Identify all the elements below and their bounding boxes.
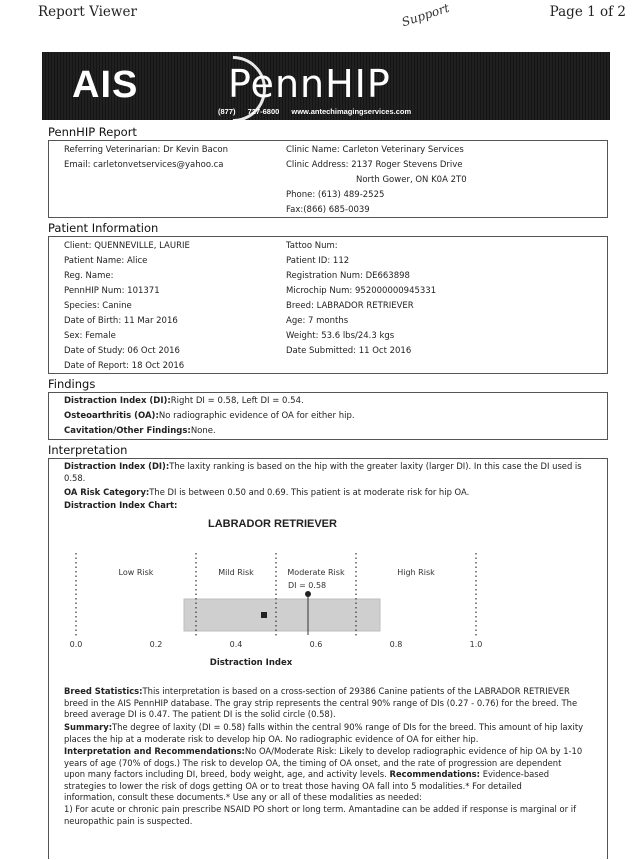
x-tick-5: 1.0 — [469, 640, 483, 649]
brand-pennhip: PennHIP — [228, 62, 391, 106]
brand-ais: AIS — [72, 64, 139, 106]
patient-date-study: Date of Study: 06 Oct 2016 — [64, 346, 180, 356]
patient-di-marker — [305, 591, 311, 597]
ais-pennhip-banner — [42, 52, 610, 120]
breed-average-marker — [261, 612, 267, 618]
page-indicator: Page 1 of 2 — [549, 4, 626, 20]
clinic-fax: Fax:(866) 685-0039 — [286, 205, 370, 215]
patient-name: Patient Name: Alice — [64, 256, 148, 266]
interp-chart-label: Distraction Index Chart: — [64, 500, 178, 510]
x-tick-2: 0.4 — [229, 640, 243, 649]
clinic-address-line2: North Gower, ON K0A 2T0 — [356, 175, 467, 185]
email: Email: carletonvetservices@yahoo.ca — [64, 160, 224, 170]
viewer-title: Report Viewer — [38, 4, 137, 20]
zone-label-low-risk: Low Risk — [118, 568, 154, 577]
distraction-index-chart — [56, 545, 516, 675]
patient-client: Client: QUENNEVILLE, LAURIE — [64, 241, 190, 251]
finding-oa: Osteoarthritis (OA):No radiographic evidence of OA for either hip. — [64, 411, 355, 421]
patient-species: Species: Canine — [64, 301, 132, 311]
patient-id: Patient ID: 112 — [286, 256, 350, 266]
interp-oa-risk: OA Risk Category:The DI is between 0.50 and 0.69. This patient is at moderate risk for hip OA. — [64, 487, 470, 497]
patient-weight: Weight: 53.6 lbs/24.3 kgs — [286, 331, 395, 341]
patient-breed: Breed: LABRADOR RETRIEVER — [286, 301, 414, 311]
zone-label-mild-risk: Mild Risk — [218, 568, 254, 577]
finding-di: Distraction Index (DI):Right DI = 0.58, Left DI = 0.54. — [64, 396, 304, 406]
interp-di: Distraction Index (DI):The laxity ranking is based on the hip with the greater laxity (larger DI). In this case the DI used is 0.58. — [64, 461, 582, 483]
chart-title: LABRADOR RETRIEVER — [208, 518, 337, 530]
breed-statistics: Breed Statistics:This interpretation is based on a cross-section of 29386 Canine patients of the LABRADOR RETRIEVER breed in the AIS PennHIP database. The gray strip represents the central 90% range of DIs (0.27 - 0.76) for the breed. The breed average DI is 0.47. The patient DI is the solid circle (0.58). — [64, 686, 578, 720]
patient-microchip: Microchip Num: 952000000945331 — [286, 286, 437, 296]
report-section-title: PennHIP Report — [48, 125, 137, 139]
x-tick-4: 0.8 — [389, 640, 403, 649]
patient-date-submitted: Date Submitted: 11 Oct 2016 — [286, 346, 412, 356]
clinic-name: Clinic Name: Carleton Veterinary Services — [286, 145, 464, 155]
summary: Summary:The degree of laxity (DI = 0.58) falls within the central 90% range of DIs for the breed. This amount of hip laxity places the hip at a moderate risk to develop hip OA. No radiographic evidence of OA for either hip. — [64, 722, 584, 744]
zone-label-moderate-risk: Moderate Risk — [287, 568, 345, 577]
breed-range-strip — [184, 599, 380, 631]
patient-date-report: Date of Report: 18 Oct 2016 — [64, 361, 185, 371]
x-tick-1: 0.2 — [149, 640, 163, 649]
patient-age: Age: 7 months — [286, 316, 349, 326]
finding-cavitation: Cavitation/Other Findings:None. — [64, 426, 216, 436]
clinic-address: Clinic Address: 2137 Roger Stevens Drive — [286, 160, 463, 170]
recommendations: Interpretation and Recommendations:No OA/Moderate Risk: Likely to develop radiographic evidence of hip OA by 1-10 years of age (70% of dogs.) The risk to develop OA, the timing of OA onset, and the rate of progression are dependent upon many factors including DI, breed, body weight, age, and activity levels. Recommendations: Evidence-based strategies to lower the risk of dogs getting OA or to treat those having OA fall into 5 modalities.* For detailed information, consult these documents.* Use any or all of these modalities as needed: 1) For acute or chronic pain prescribe NSAID PO short or long term. Amantadine can be added if response is marginal or if neuropathic pain is suspected. — [64, 746, 583, 826]
x-tick-0: 0.0 — [69, 640, 83, 649]
interpretation-section-title: Interpretation — [48, 443, 128, 457]
x-tick-3: 0.6 — [309, 640, 323, 649]
patient-reg-name: Reg. Name: — [64, 271, 114, 281]
patient-tattoo: Tattoo Num: — [286, 241, 338, 251]
handwritten-annotation: Support — [400, 0, 452, 30]
banner-contact — [218, 107, 411, 116]
findings-section-title: Findings — [48, 377, 96, 391]
zone-label-high-risk: High Risk — [397, 568, 435, 577]
patient-di-label: DI = 0.58 — [288, 581, 327, 590]
banner-phone: (877) 727-6800 — [218, 107, 280, 116]
referring-vet: Referring Veterinarian: Dr Kevin Bacon — [64, 145, 228, 155]
banner-website: www.antechimagingservices.com — [291, 107, 412, 116]
patient-pennhip-num: PennHIP Num: 101371 — [64, 286, 160, 296]
patient-dob: Date of Birth: 11 Mar 2016 — [64, 316, 178, 326]
clinic-phone: Phone: (613) 489-2525 — [286, 190, 385, 200]
patient-registration: Registration Num: DE663898 — [286, 271, 410, 281]
patient-section-title: Patient Information — [48, 221, 159, 235]
patient-sex: Sex: Female — [64, 331, 116, 341]
x-axis-label: Distraction Index — [209, 658, 293, 668]
